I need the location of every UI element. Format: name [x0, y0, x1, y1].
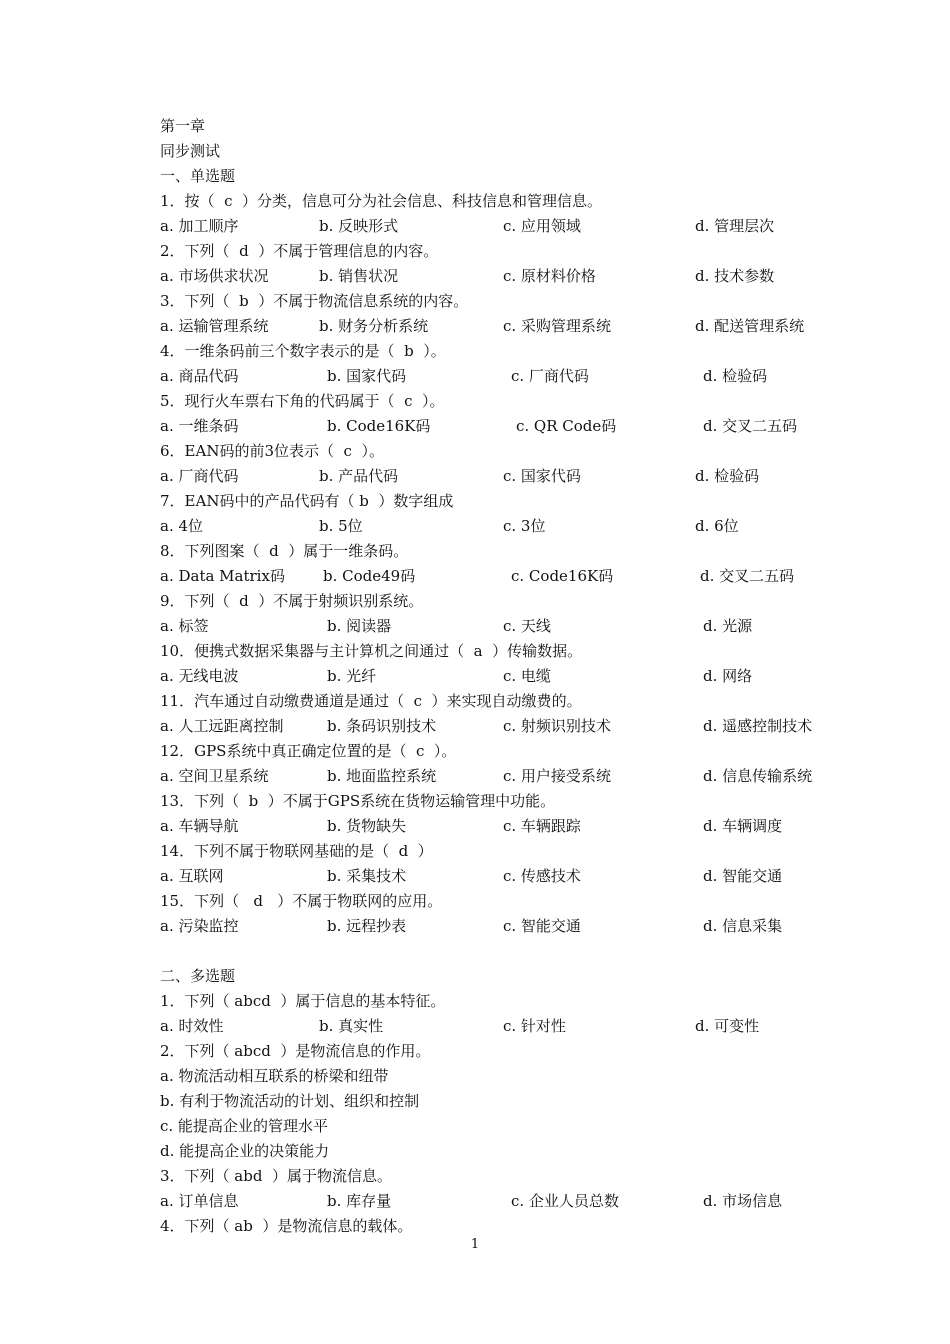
- option-d: d. 信息采集: [703, 917, 783, 935]
- option-d: d. 可变性: [695, 1017, 760, 1035]
- option-line: b. 有利于物流活动的计划、组织和控制: [160, 1092, 420, 1110]
- option-d: d. 智能交通: [703, 867, 783, 885]
- option-c: c. 针对性: [503, 1017, 566, 1035]
- option-c: c. 应用领域: [503, 217, 581, 235]
- blank-line: [160, 939, 860, 964]
- question-text: 4．下列（ ab ）是物流信息的载体。: [160, 1217, 413, 1235]
- single-choice-list: [160, 189, 860, 939]
- option-d: d. 光源: [703, 617, 753, 635]
- question-text: 4．一维条码前三个数字表示的是（ b ）。: [160, 342, 446, 360]
- options-row: [160, 564, 860, 589]
- option-c: c. 3位: [503, 517, 546, 535]
- options-row: [160, 464, 860, 489]
- question-text: 5．现行火车票右下角的代码属于（ c ）。: [160, 392, 445, 410]
- part1-title: 一、单选题: [160, 167, 236, 185]
- option-b: b. 光纤: [327, 667, 377, 685]
- option-b: b. 真实性: [319, 1017, 384, 1035]
- options-row: [160, 314, 860, 339]
- option-c: c. 射频识别技术: [503, 717, 611, 735]
- option-b: b. 地面监控系统: [327, 767, 437, 785]
- option-a: a. 运输管理系统: [160, 317, 269, 335]
- option-b: b. 条码识别技术: [327, 717, 437, 735]
- chapter-title: 第一章: [160, 117, 206, 135]
- options-row: [160, 714, 860, 739]
- options-row: [160, 1014, 860, 1039]
- question-text: 6．EAN码的前3位表示（ c ）。: [160, 442, 384, 460]
- question-text: 7．EAN码中的产品代码有（ b ）数字组成: [160, 492, 454, 510]
- option-a: a. Data Matrix码: [160, 567, 285, 585]
- option-d: d. 6位: [695, 517, 739, 535]
- options-row: [160, 264, 860, 289]
- option-d: d. 管理层次: [695, 217, 775, 235]
- option-a: a. 污染监控: [160, 917, 239, 935]
- page-number: 1: [470, 1237, 480, 1252]
- option-d: d. 检验码: [703, 367, 768, 385]
- question-text: 2．下列（ abcd ）是物流信息的作用。: [160, 1042, 431, 1060]
- option-b: b. 采集技术: [327, 867, 407, 885]
- option-a: a. 一维条码: [160, 417, 239, 435]
- options-row: [160, 764, 860, 789]
- option-a: a. 无线电波: [160, 667, 239, 685]
- option-b: b. 阅读器: [327, 617, 392, 635]
- options-row: [160, 414, 860, 439]
- question-text: 1．下列（ abcd ）属于信息的基本特征。: [160, 992, 446, 1010]
- question-text: 3．下列（ b ）不属于物流信息系统的内容。: [160, 292, 469, 310]
- option-b: b. 反映形式: [319, 217, 399, 235]
- options-row: [160, 1189, 860, 1214]
- option-c: c. 车辆跟踪: [503, 817, 581, 835]
- option-c: c. 用户接受系统: [503, 767, 611, 785]
- option-a: a. 4位: [160, 517, 204, 535]
- option-a: a. 加工顺序: [160, 217, 239, 235]
- option-b: b. Code49码: [323, 567, 416, 585]
- option-c: c. 电缆: [503, 667, 551, 685]
- option-d: d. 交叉二五码: [700, 567, 795, 585]
- option-d: d. 检验码: [695, 467, 760, 485]
- part2-title: 二、多选题: [160, 967, 236, 985]
- option-b: b. 国家代码: [327, 367, 407, 385]
- question-text: 10．便携式数据采集器与主计算机之间通过（ a ）传输数据。: [160, 642, 583, 660]
- question-text: 15．下列（ d ）不属于物联网的应用。: [160, 892, 443, 910]
- options-row: [160, 214, 860, 239]
- option-a: a. 人工远距离控制: [160, 717, 284, 735]
- option-d: d. 网络: [703, 667, 753, 685]
- option-a: a. 互联网: [160, 867, 224, 885]
- option-line: d. 能提高企业的决策能力: [160, 1142, 330, 1160]
- option-d: d. 技术参数: [695, 267, 775, 285]
- option-b: b. 财务分析系统: [319, 317, 429, 335]
- option-b: b. 销售状况: [319, 267, 399, 285]
- question-text: 2．下列（ d ）不属于管理信息的内容。: [160, 242, 439, 260]
- option-d: d. 交叉二五码: [703, 417, 798, 435]
- option-a: a. 时效性: [160, 1017, 224, 1035]
- option-d: d. 车辆调度: [703, 817, 783, 835]
- option-b: b. 库存量: [327, 1192, 392, 1210]
- question-text: 9．下列（ d ）不属于射频识别系统。: [160, 592, 424, 610]
- option-b: b. Code16K码: [327, 417, 431, 435]
- option-c: c. 厂商代码: [511, 367, 589, 385]
- option-d: d. 信息传输系统: [703, 767, 813, 785]
- option-c: c. 国家代码: [503, 467, 581, 485]
- options-row: [160, 914, 860, 939]
- option-line: c. 能提高企业的管理水平: [160, 1117, 328, 1135]
- option-a: a. 空间卫星系统: [160, 767, 269, 785]
- question-text: 8．下列图案（ d ）属于一维条码。: [160, 542, 409, 560]
- option-b: b. 远程抄表: [327, 917, 407, 935]
- option-b: b. 5位: [319, 517, 363, 535]
- option-a: a. 商品代码: [160, 367, 239, 385]
- question-text: 11．汽车通过自动缴费通道是通过（ c ）来实现自动缴费的。: [160, 692, 582, 710]
- question-text: 14．下列不属于物联网基础的是（ d ）: [160, 842, 433, 860]
- option-c: c. 原材料价格: [503, 267, 596, 285]
- options-row: [160, 514, 860, 539]
- section-title: 同步测试: [160, 142, 221, 160]
- page-content: [160, 114, 860, 1239]
- option-a: a. 市场供求状况: [160, 267, 269, 285]
- question-text: 13．下列（ b ）不属于GPS系统在货物运输管理中功能。: [160, 792, 556, 810]
- option-a: a. 厂商代码: [160, 467, 239, 485]
- option-a: a. 标签: [160, 617, 209, 635]
- options-row: [160, 864, 860, 889]
- option-c: c. 传感技术: [503, 867, 581, 885]
- option-c: c. 企业人员总数: [511, 1192, 619, 1210]
- option-c: c. Code16K码: [511, 567, 614, 585]
- options-row: [160, 364, 860, 389]
- options-row: [160, 614, 860, 639]
- option-line: a. 物流活动相互联系的桥梁和纽带: [160, 1067, 389, 1085]
- option-c: c. QR Code码: [516, 417, 617, 435]
- option-b: b. 货物缺失: [327, 817, 407, 835]
- option-a: a. 车辆导航: [160, 817, 239, 835]
- options-row: [160, 814, 860, 839]
- option-d: d. 配送管理系统: [695, 317, 805, 335]
- option-d: d. 市场信息: [703, 1192, 783, 1210]
- question-text: 3．下列（ abd ）属于物流信息。: [160, 1167, 392, 1185]
- option-c: c. 采购管理系统: [503, 317, 611, 335]
- question-text: 12．GPS系统中真正确定位置的是（ c ）。: [160, 742, 457, 760]
- option-d: d. 遥感控制技术: [703, 717, 813, 735]
- option-c: c. 天线: [503, 617, 551, 635]
- options-row: [160, 664, 860, 689]
- option-c: c. 智能交通: [503, 917, 581, 935]
- option-b: b. 产品代码: [319, 467, 399, 485]
- option-a: a. 订单信息: [160, 1192, 239, 1210]
- question-text: 1．按（ c ）分类，信息可分为社会信息、科技信息和管理信息。: [160, 192, 603, 210]
